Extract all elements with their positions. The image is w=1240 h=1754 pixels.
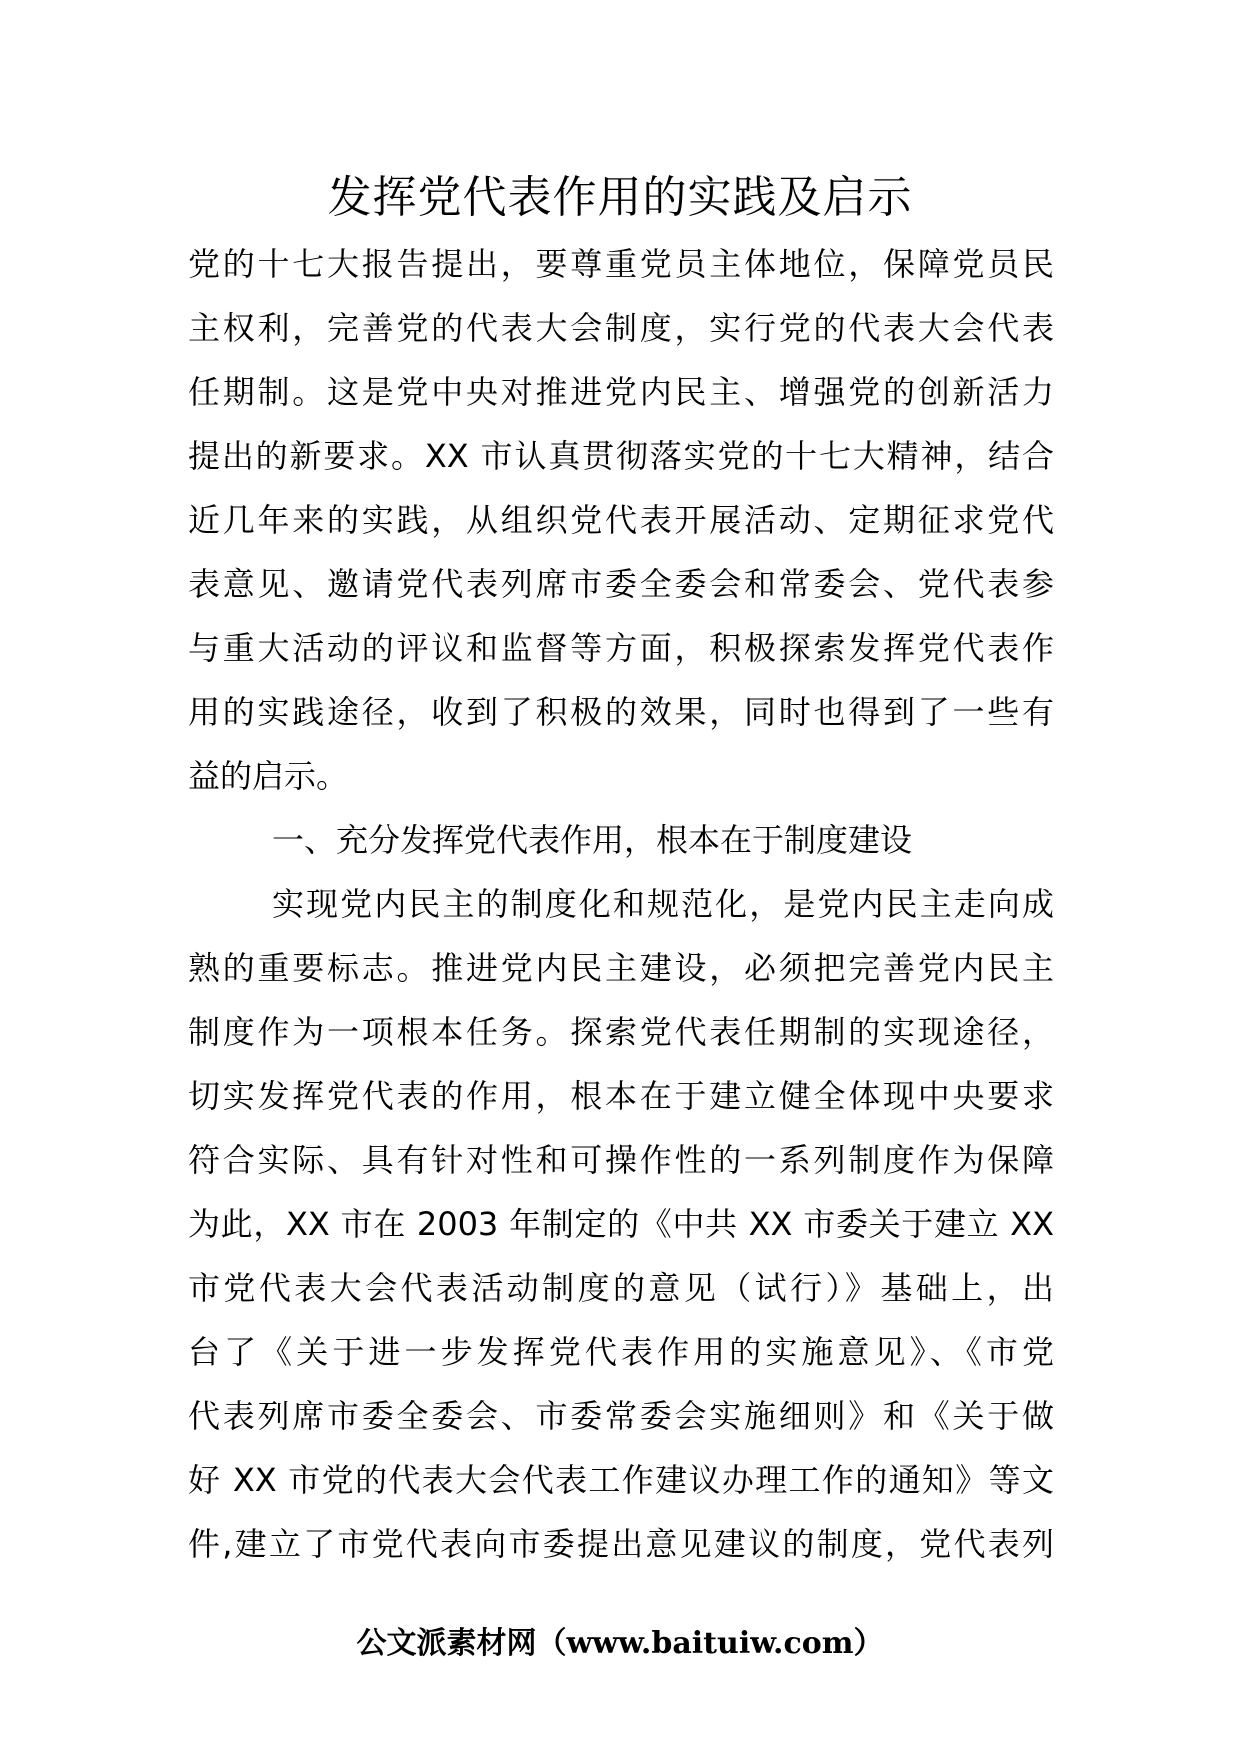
body-line: 好 XX 市党的代表大会代表工作建议办理工作的通知》等文 bbox=[188, 1461, 1054, 1499]
body-line: 与重大活动的评议和监督等方面，积极探索发挥党代表作 bbox=[188, 629, 1054, 667]
body-line: 实现党内民主的制度化和规范化，是党内民主走向成 bbox=[272, 885, 1054, 923]
body-line: 益的启示。 bbox=[188, 757, 349, 795]
body-line: 任期制。这是党中央对推进党内民主、增强党的创新活力 bbox=[188, 373, 1054, 411]
body-line: 件,建立了市党代表向市委提出意见建议的制度，党代表列 bbox=[188, 1525, 1054, 1563]
body-line: 党的十七大报告提出，要尊重党员主体地位，保障党员民 bbox=[188, 245, 1054, 283]
section-heading: 一、充分发挥党代表作用，根本在于制度建设 bbox=[272, 821, 913, 859]
body-line: 表意见、邀请党代表列席市委全委会和常委会、党代表参 bbox=[188, 565, 1054, 603]
body-line: 用的实践途径，收到了积极的效果，同时也得到了一些有 bbox=[188, 693, 1054, 731]
body-line: 台了《关于进一步发挥党代表作用的实施意见》、《市党 bbox=[188, 1333, 1054, 1371]
document-body bbox=[188, 232, 1054, 1576]
body-line: 为此，XX 市在 2003 年制定的《中共 XX 市委关于建立 XX bbox=[188, 1205, 1054, 1243]
body-line: 市党代表大会代表活动制度的意见（试行）》基础上，出 bbox=[188, 1269, 1054, 1307]
footer-watermark: 公文派素材网（www.baituiw.com） bbox=[356, 1626, 884, 1661]
body-line: 提出的新要求。XX 市认真贯彻落实党的十七大精神，结合 bbox=[188, 437, 1054, 475]
body-line: 主权利，完善党的代表大会制度，实行党的代表大会代表 bbox=[188, 309, 1054, 347]
body-line: 切实发挥党代表的作用，根本在于建立健全体现中央要求 bbox=[188, 1077, 1054, 1115]
body-line: 熟的重要标志。推进党内民主建设，必须把完善党内民主 bbox=[188, 949, 1054, 987]
document-title: 发挥党代表作用的实践及启示 bbox=[327, 172, 913, 223]
body-line: 代表列席市委全委会、市委常委会实施细则》和《关于做 bbox=[188, 1397, 1054, 1435]
body-line: 近几年来的实践，从组织党代表开展活动、定期征求党代 bbox=[188, 501, 1054, 539]
body-line: 符合实际、具有针对性和可操作性的一系列制度作为保障 bbox=[188, 1141, 1054, 1179]
body-line: 制度作为一项根本任务。探索党代表任期制的实现途径， bbox=[188, 1013, 1054, 1051]
